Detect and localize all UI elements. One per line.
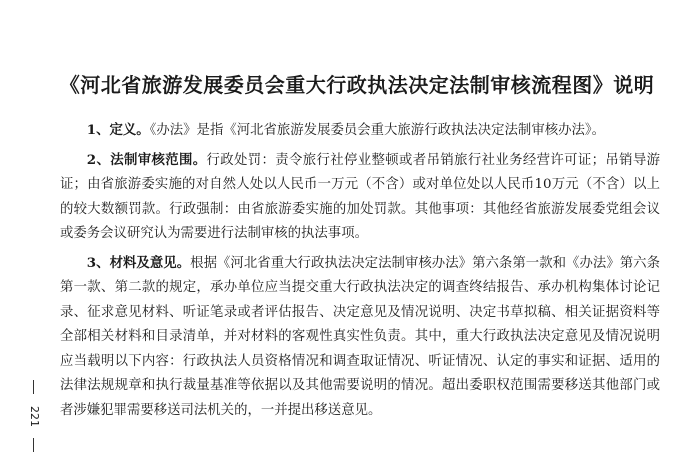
page-number-marker — [22, 380, 46, 452]
paragraph-text: 根据《河北省重大行政执法决定法制审核办法》第六条第一款和《办法》第六条第一款、第二款的规定，承办单位应当提交重大行政执法决定的调查终结报告、承办机构集体讨论记录、征求意见材料、听证笔录或者评估报告、决定意见及情况说明、决定书草拟稿、相关证据资料等全部相关材料和目录清单，并对材料的客观性真实性负责。其中，重大行政执法决定意见及情况说明应当载明以下内容：行政执法人员资格情况和调查取证情况、听证情况、认定的事实和证据、适用的法律法规规章和执行裁量基准等依据以及其他需要说明的情况。超出委职权范围需要移送其他部门或者涉嫌犯罪需要移送司法机关的，一并提出移送意见。 — [60, 255, 660, 418]
paragraph-number: 2、 — [86, 151, 111, 168]
paragraph-text: 《办法》是指《河北省旅游发展委员会重大旅游行政执法决定法制审核办法》。 — [149, 123, 605, 138]
paragraph-review-scope — [60, 148, 660, 247]
paragraph-materials — [60, 251, 660, 424]
paragraph-number: 3、 — [86, 254, 110, 271]
document-title: 《河北省旅游发展委员会重大行政执法决定法制审核流程图》说明 — [59, 73, 655, 97]
document-body — [60, 118, 660, 427]
paragraph-heading: 材料及意见。 — [109, 254, 191, 271]
paragraph-heading: 法制审核范围。 — [110, 151, 207, 168]
page-number: 221 — [28, 406, 41, 427]
paragraph-heading: 定义。 — [109, 122, 150, 138]
paragraph-definition — [60, 118, 660, 144]
paragraph-text: 行政处罚：责令旅行社停业整顿或者吊销旅行社业务经营许可证；吊销导游证；由省旅游委实施的对自然人处以人民币一万元（不含）或对单位处以人民币10万元（不含）以上的较大数额罚款。行政强制：由省旅游委实施的加处罚款。其他事项：其他经省旅游发展委党组会议或委务会议研究认为需要进行法制审核的执法事项。 — [60, 152, 661, 241]
paragraph-number: 1、 — [86, 122, 110, 138]
page-number-rule-top — [33, 380, 34, 394]
page-number-rule-bottom — [33, 438, 34, 452]
